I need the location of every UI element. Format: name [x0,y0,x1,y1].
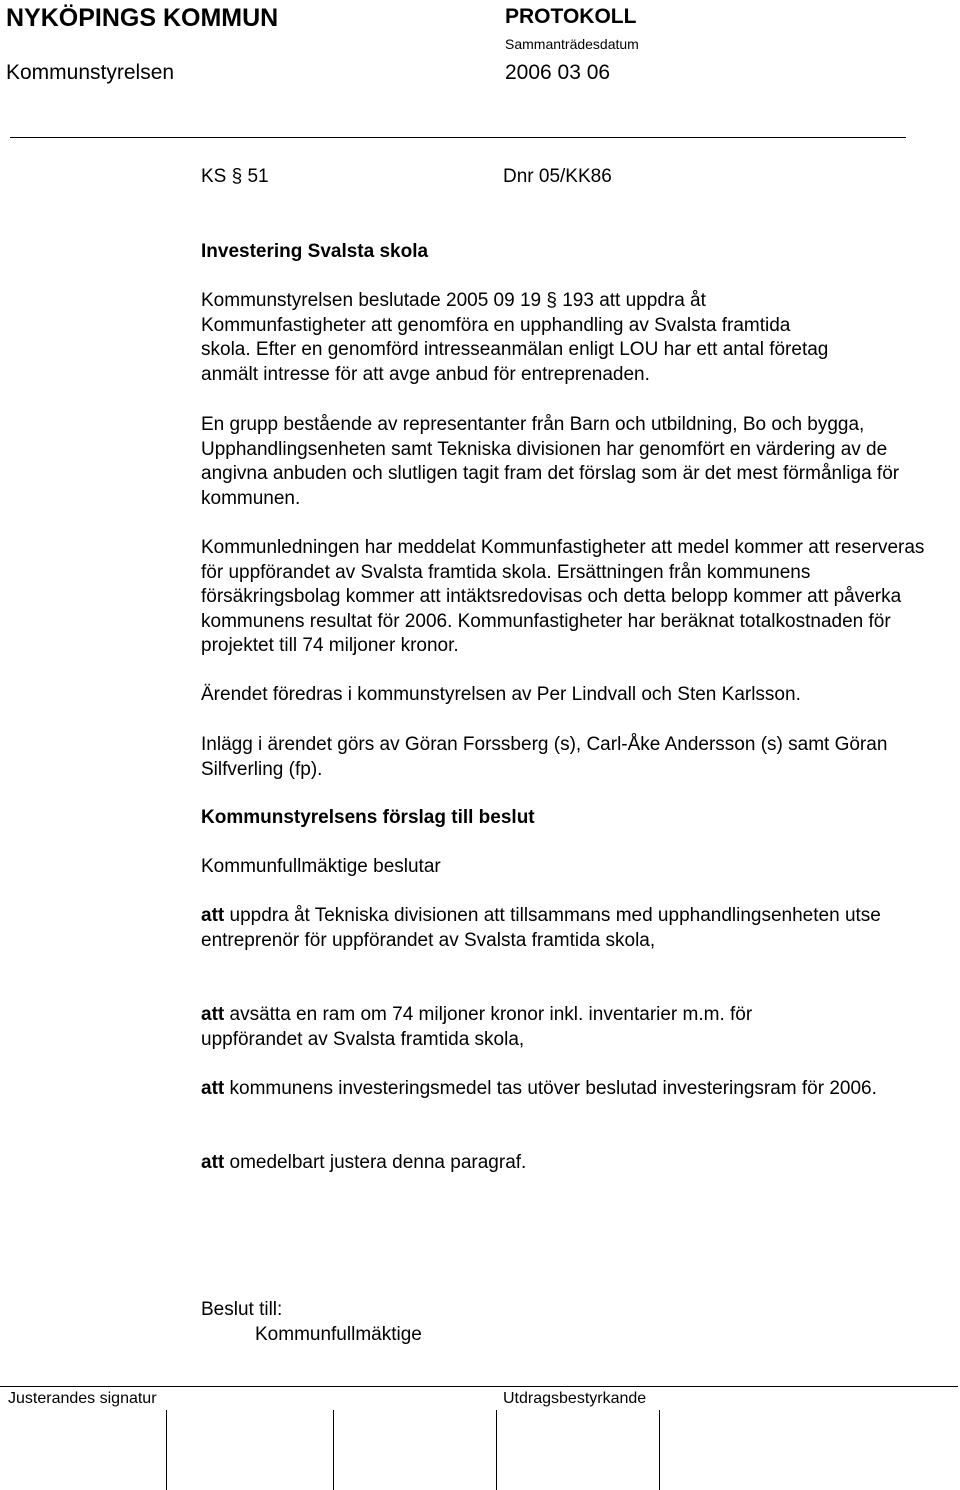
decision-item [201,904,926,953]
paragraph-presentation [201,683,941,708]
governing-body: Kommunstyrelsen [6,61,175,84]
footer-divider [0,1386,958,1387]
signature-box-line [333,1410,334,1490]
paragraph-text: Ärendet föredras i kommunstyrelsen av Per Lindvall och Sten Karlsson. [201,684,801,705]
paragraph-contributions [201,733,926,782]
proposal-heading: Kommunstyrelsens förslag till beslut [201,807,535,828]
paragraph-text: Inlägg i ärendet görs av Göran Forssberg (s), Carl-Åke Andersson (s) samt Göran Silfverling (fp). [201,734,888,780]
signature-box-line [166,1410,167,1490]
organization-name: NYKÖPINGS KOMMUN [6,4,279,32]
certification-label: Utdragsbestyrkande [503,1390,647,1407]
decision-item [201,1077,926,1102]
meeting-date-label: Sammanträdesdatum [505,36,639,52]
decision-intro: Kommunfullmäktige beslutar [201,856,441,877]
decision-text: omedelbart justera denna paragraf. [229,1152,527,1173]
decision-text: avsätta en ram om 74 miljoner kronor inkl. inventarier m.m. för uppförandet av Svalsta framtida skola, [201,1004,753,1050]
case-title: Investering Svalsta skola [201,241,429,262]
paragraph-evaluation [201,413,926,511]
decision-text: uppdra åt Tekniska divisionen att tillsammans med upphandlingsenheten utse entreprenör för uppförandet av Svalsta framtida skola, [201,905,881,951]
signature-box-line [659,1410,660,1490]
paragraph-text: Kommunledningen har meddelat Kommunfastigheter att medel kommer att reserveras för uppförandet av Svalsta framtida skola. Ersättningen från kommunens försäkringsbolag kommer att intäktsredovisas och detta belopp kommer att påverka kommunens resultat för 2006. Kommunfastigheter har beräknat totalkostnaden för projektet till 74 miljoner kronor. [201,537,925,656]
meeting-date: 2006 03 06 [505,61,611,84]
att-keyword: att [201,1078,225,1099]
sent-to-recipient: Kommunfullmäktige [255,1324,422,1345]
case-paragraph-number: KS § 51 [201,166,269,187]
decision-text: kommunens investeringsmedel tas utöver beslutad investeringsram för 2006. [229,1078,877,1099]
att-keyword: att [201,1152,225,1173]
header-divider [10,137,906,138]
sent-to-label: Beslut till: [201,1299,283,1320]
att-keyword: att [201,1004,225,1025]
decision-item [201,1003,841,1052]
paragraph-text: En grupp bestående av representanter från Barn och utbildning, Bo och bygga, Upphandlingsenheten samt Tekniska divisionen har genomfört en värdering av de angivna anbuden och slutligen tagit fram det förslag som är det mest förmånliga för kommunen. [201,414,900,509]
signature-box-line [496,1410,497,1490]
diary-number: Dnr 05/KK86 [503,166,612,187]
att-keyword: att [201,905,225,926]
paragraph-funding [201,536,926,659]
paragraph-background [201,289,841,387]
document-type: PROTOKOLL [505,5,637,28]
paragraph-text: Kommunstyrelsen beslutade 2005 09 19 § 193 att uppdra åt Kommunfastigheter att genomföra en upphandling av Svalsta framtida skola. Efter en genomförd intresseanmälan enligt LOU har ett antal företag anmält intresse för att avge anbud för entreprenaden. [201,290,829,385]
decision-item [201,1151,941,1176]
signature-label: Justerandes signatur [8,1390,157,1407]
